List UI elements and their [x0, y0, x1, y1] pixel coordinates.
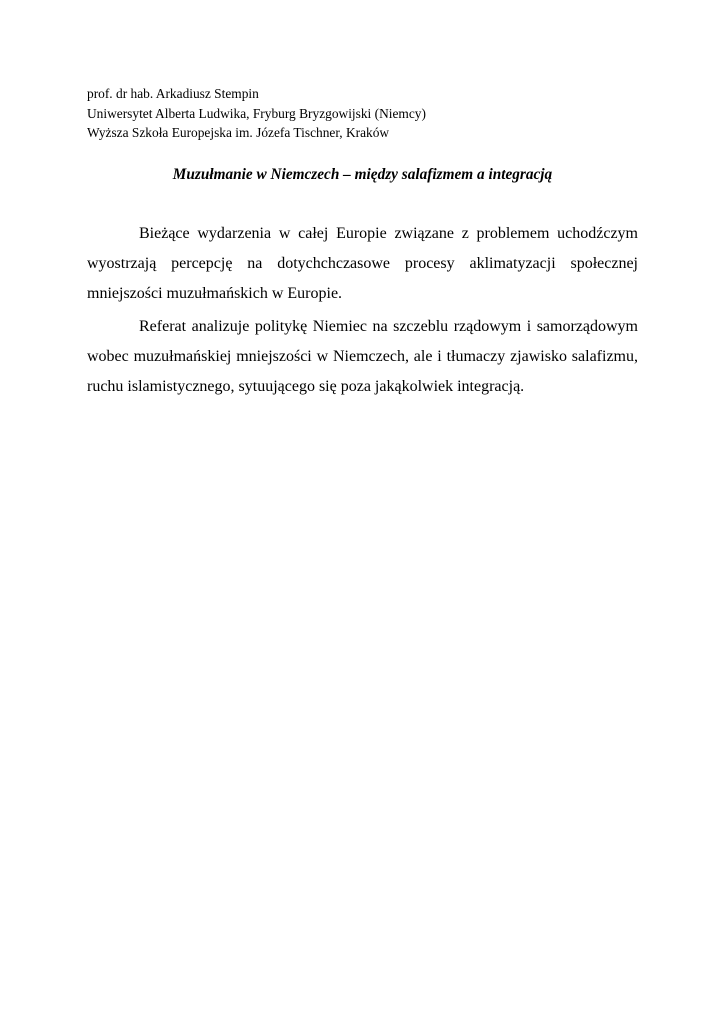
author-block — [87, 84, 638, 143]
affiliation-school: Wyższa Szkoła Europejska im. Józefa Tischner, Kraków — [87, 125, 390, 140]
abstract-paragraph-1: Bieżące wydarzenia w całej Europie związane z problemem uchodźczym wyostrzają percepcję na dotychchczasowe procesy aklimatyzacji społecznej mniejszości muzułmańskich w Europie. — [87, 224, 638, 302]
document-page — [87, 84, 638, 405]
abstract — [87, 219, 638, 402]
paper-title: Muzułmanie w Niemczech – między salafizmem a integracją — [172, 165, 553, 183]
abstract-paragraph-2: Referat analizuje politykę Niemiec na szczeblu rządowym i samorządowym wobec muzułmańskiej mniejszości w Niemczech, ale i tłumaczy zjawisko salafizmu, ruchu islamistycznego, sytuującego się poza jakąkolwiek integracją. — [87, 317, 638, 395]
author-name: prof. dr hab. Arkadiusz Stempin — [87, 86, 259, 101]
affiliation-university: Uniwersytet Alberta Ludwika, Fryburg Bryzgowijski (Niemcy) — [87, 105, 426, 121]
